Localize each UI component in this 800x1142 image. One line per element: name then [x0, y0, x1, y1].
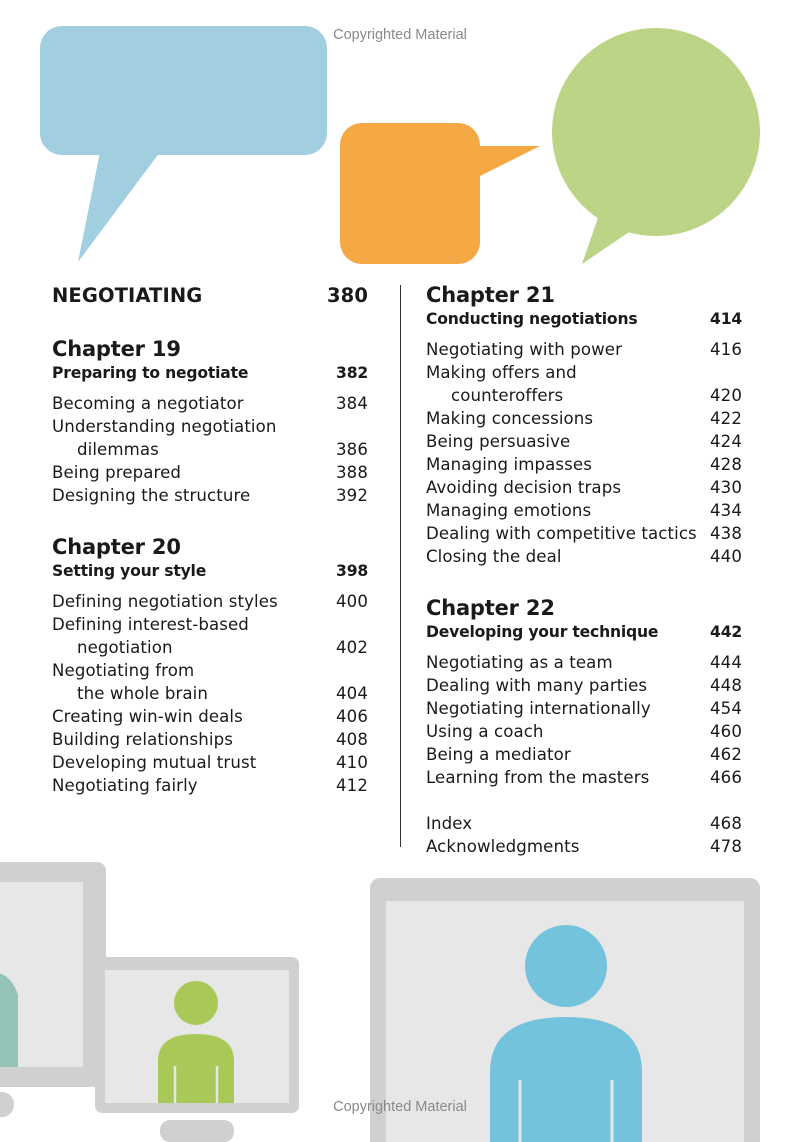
toc-entry-page: 434 [710, 501, 742, 520]
toc-entry-page: 416 [710, 340, 742, 359]
toc-entry[interactable] [52, 484, 368, 507]
toc-entry[interactable] [426, 697, 742, 720]
toc-entry-page: 460 [710, 722, 742, 741]
toc-entry[interactable] [52, 392, 368, 415]
toc-entry-title: Being persuasive [426, 432, 571, 451]
toc-entry-page: 440 [710, 547, 742, 566]
toc-entry[interactable] [52, 461, 368, 484]
toc-entry[interactable] [52, 659, 368, 705]
toc-entry-title: Dealing with many parties [426, 676, 648, 695]
chapter-19-title-row[interactable] [52, 362, 368, 384]
part-title: NEGOTIATING [52, 284, 203, 307]
toc-entry-title: Closing the deal [426, 547, 562, 566]
chapter-19-heading: Chapter 19 [52, 337, 181, 361]
chapter-22-title: Developing your technique [426, 623, 659, 641]
toc-entry-page: 410 [336, 753, 368, 772]
toc-entry-page: 402 [336, 638, 368, 657]
toc-entry-title: Managing emotions [426, 501, 592, 520]
toc-entry-page: 384 [336, 394, 368, 413]
toc-left-column [52, 282, 368, 797]
toc-entry-page: 406 [336, 707, 368, 726]
blue-speech-bubble-icon [40, 26, 327, 262]
toc-entry[interactable] [52, 705, 368, 728]
toc-entry-title: Building relationships [52, 730, 233, 749]
toc-entry-title-continued: negotiation [77, 638, 173, 657]
toc-entry-title-continued: the whole brain [77, 684, 208, 703]
toc-entry[interactable] [426, 720, 742, 743]
toc-entry-page: 430 [710, 478, 742, 497]
toc-entry-title: Being prepared [52, 463, 182, 482]
toc-entry[interactable] [426, 338, 742, 361]
toc-entry-index[interactable] [426, 812, 742, 835]
toc-entry-title: Developing mutual trust [52, 753, 257, 772]
toc-entry-page: 454 [710, 699, 742, 718]
toc-entry-title: Managing impasses [426, 455, 592, 474]
green-speech-bubble-icon [552, 28, 760, 264]
toc-entry-page: 448 [710, 676, 742, 695]
toc-entry-title: Acknowledgments [426, 837, 580, 856]
toc-entry[interactable] [426, 499, 742, 522]
toc-part-heading[interactable] [52, 284, 368, 308]
watermark-bottom: Copyrighted Material [333, 1099, 467, 1115]
toc-entry-page: 392 [336, 486, 368, 505]
toc-entry-title: Avoiding decision traps [426, 478, 622, 497]
toc-entry[interactable] [426, 545, 742, 568]
toc-entry[interactable] [52, 751, 368, 774]
toc-entry[interactable] [426, 476, 742, 499]
chapter-22-title-row[interactable] [426, 621, 742, 643]
toc-entry-title: Designing the structure [52, 486, 251, 505]
toc-entry[interactable] [426, 766, 742, 789]
chapter-20-title-row[interactable] [52, 560, 368, 582]
toc-entry[interactable] [52, 613, 368, 659]
left-monitor-icon [0, 862, 106, 1117]
toc-entry[interactable] [426, 407, 742, 430]
toc-entry[interactable] [52, 774, 368, 797]
toc-entry-title: Creating win-win deals [52, 707, 243, 726]
chapter-21-page: 414 [710, 310, 742, 328]
toc-entry-page: 462 [710, 745, 742, 764]
toc-entry-title: Making offers and [426, 363, 577, 382]
toc-entry-page: 404 [336, 684, 368, 703]
toc-entry-title: Negotiating with power [426, 340, 623, 359]
toc-entry[interactable] [52, 415, 368, 461]
toc-entry-title: Index [426, 814, 473, 833]
toc-entry-page: 424 [710, 432, 742, 451]
toc-entry-title: Negotiating as a team [426, 653, 613, 672]
toc-entry-title: Defining interest-based [52, 615, 249, 634]
toc-entry-title: Negotiating fairly [52, 776, 198, 795]
toc-entry-title-continued: dilemmas [77, 440, 159, 459]
toc-entry-acknowledgments[interactable] [426, 835, 742, 858]
toc-entry-title: Defining negotiation styles [52, 592, 278, 611]
chapter-20-heading: Chapter 20 [52, 535, 181, 559]
toc-entry-title: Becoming a negotiator [52, 394, 244, 413]
toc-entry-title: Being a mediator [426, 745, 571, 764]
toc-entry-title: Using a coach [426, 722, 544, 741]
toc-entry-page: 438 [710, 524, 742, 543]
toc-entry-title: Dealing with competitive tactics [426, 524, 697, 543]
toc-entry-title-continued: counteroffers [451, 386, 564, 405]
toc-right-column [426, 282, 742, 858]
toc-entry-title: Making concessions [426, 409, 594, 428]
toc-entry-page: 422 [710, 409, 742, 428]
chapter-19-page: 382 [336, 364, 368, 382]
part-page: 380 [326, 284, 368, 307]
toc-entry-page: 466 [710, 768, 742, 787]
toc-entry-page: 444 [710, 653, 742, 672]
toc-entry[interactable] [426, 453, 742, 476]
toc-entry[interactable] [52, 728, 368, 751]
toc-entry-page: 408 [336, 730, 368, 749]
chapter-20-page: 398 [336, 562, 368, 580]
toc-entry-page: 386 [336, 440, 368, 459]
toc-entry-page: 412 [336, 776, 368, 795]
toc-entry[interactable] [426, 522, 742, 545]
watermark-top: Copyrighted Material [333, 27, 467, 43]
chapter-21-title-row[interactable] [426, 308, 742, 330]
toc-entry-page: 388 [336, 463, 368, 482]
toc-entry-page: 468 [710, 814, 742, 833]
chapter-21-heading: Chapter 21 [426, 283, 555, 307]
toc-entry-title: Negotiating from [52, 661, 195, 680]
toc-entry-page: 478 [710, 837, 742, 856]
toc-entry-title: Negotiating internationally [426, 699, 651, 718]
chapter-20-title: Setting your style [52, 562, 207, 580]
toc-entry-title: Learning from the masters [426, 768, 650, 787]
toc-entry[interactable] [426, 361, 742, 407]
chapter-22-heading: Chapter 22 [426, 596, 555, 620]
toc-entry-page: 420 [710, 386, 742, 405]
chapter-22-page: 442 [710, 623, 742, 641]
toc-entry[interactable] [426, 651, 742, 674]
toc-entry-page: 400 [336, 592, 368, 611]
orange-speech-bubble-icon [340, 123, 540, 264]
chapter-21-title: Conducting negotiations [426, 310, 638, 328]
toc-entry[interactable] [426, 674, 742, 697]
toc-entry[interactable] [52, 590, 368, 613]
column-divider [400, 285, 401, 847]
toc-entry[interactable] [426, 743, 742, 766]
toc-entry[interactable] [426, 430, 742, 453]
toc-entry-title: Understanding negotiation [52, 417, 277, 436]
toc-entry-page: 428 [710, 455, 742, 474]
chapter-19-title: Preparing to negotiate [52, 364, 249, 382]
